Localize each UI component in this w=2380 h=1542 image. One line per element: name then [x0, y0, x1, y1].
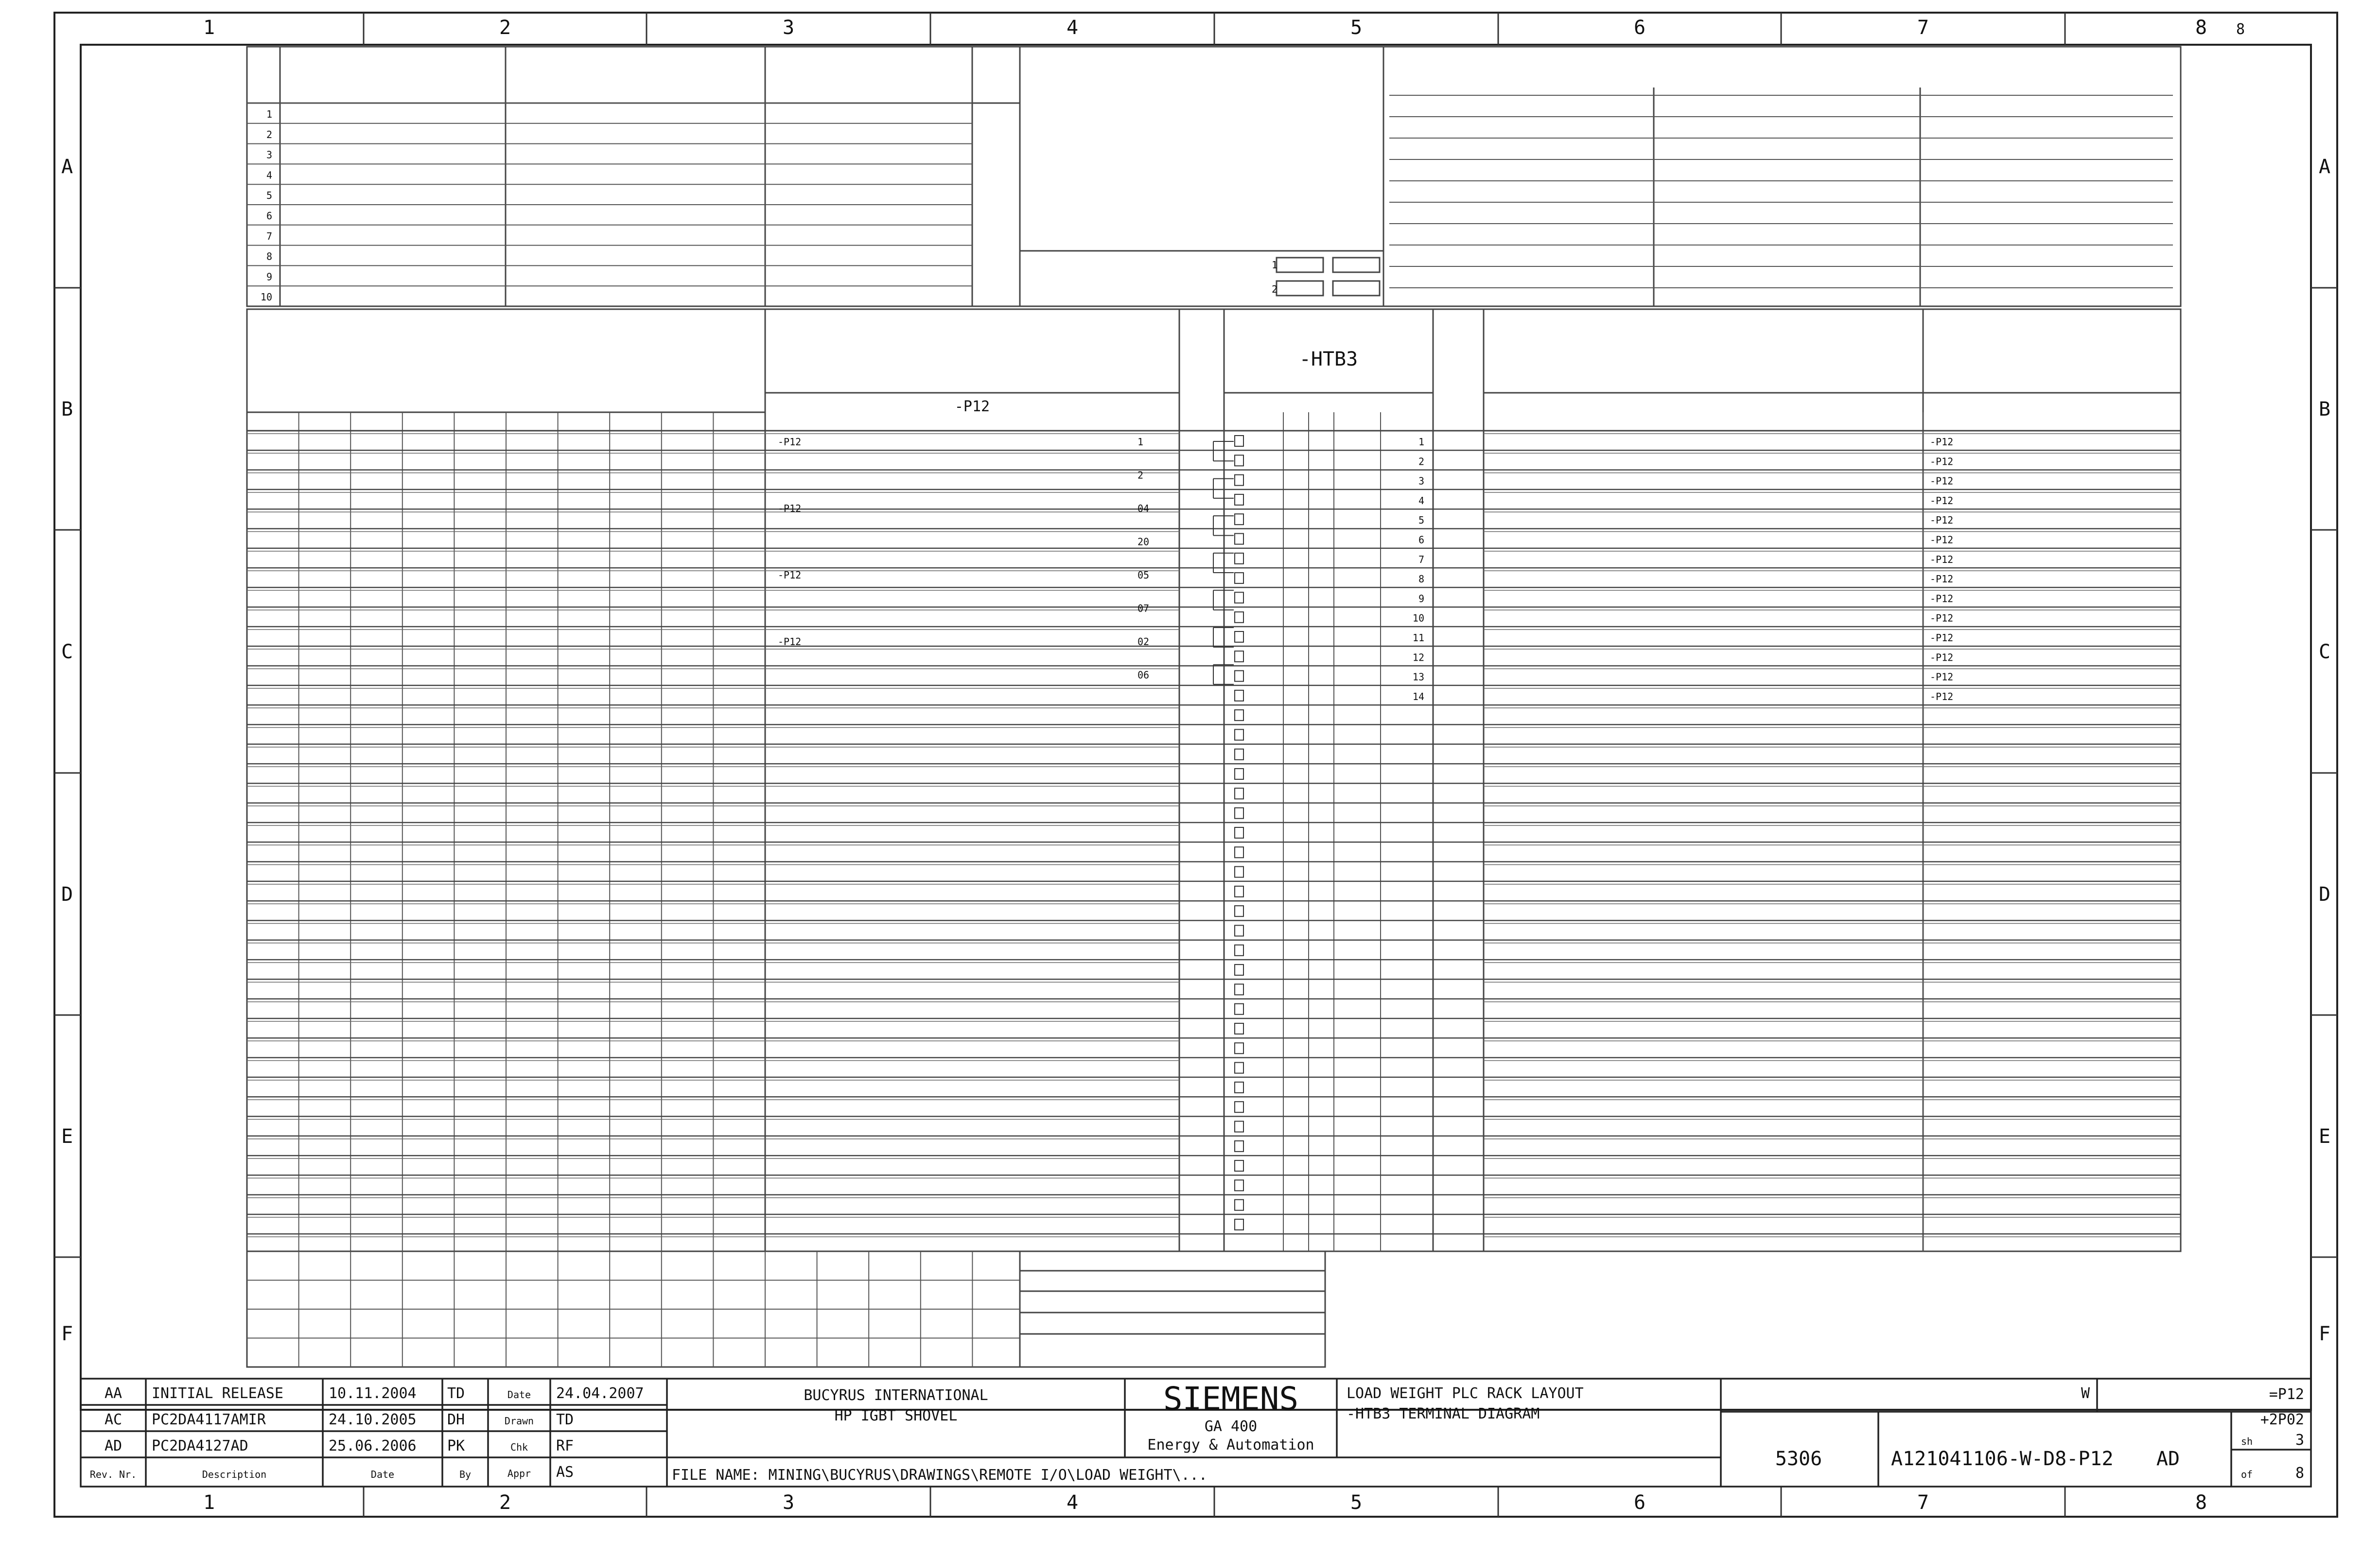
terminal-number: 7 — [1418, 553, 1424, 565]
right-target-device: -P12 — [1930, 553, 1954, 565]
external-device-left: -P12 — [954, 398, 990, 415]
left-connection-device: -P12 — [778, 569, 802, 581]
sheet-number: 3 — [2295, 1432, 2304, 1449]
cable-row-number: 6 — [266, 210, 272, 222]
zone-top-2: 2 — [499, 17, 511, 39]
zone-top-7: 7 — [1917, 17, 1929, 39]
zone-left-B: B — [61, 398, 73, 421]
terminal-number: 5 — [1418, 514, 1424, 526]
brand-sub-2: Energy & Automation — [1147, 1437, 1314, 1454]
revision-description: INITIAL RELEASE — [152, 1385, 283, 1402]
right-target-device: -P12 — [1930, 632, 1954, 644]
job-number: 5306 — [1775, 1448, 1822, 1470]
revision-header-description: Description — [202, 1469, 267, 1480]
sheet-ref: 8 — [2236, 21, 2245, 38]
zone-right-B: B — [2318, 398, 2331, 421]
left-connection-terminal: 20 — [1138, 536, 1150, 548]
revision-date: 24.10.2005 — [329, 1411, 417, 1428]
cable-table — [247, 47, 1020, 306]
cable-row-number: 9 — [266, 271, 272, 283]
approval-label: Drawn — [504, 1415, 534, 1427]
revision-code: AC — [104, 1411, 122, 1428]
terminal-number: 11 — [1412, 632, 1424, 644]
terminal-number: 9 — [1418, 593, 1424, 605]
terminal-number: 6 — [1418, 534, 1424, 546]
revision-header-rev: Rev. Nr. — [89, 1469, 137, 1480]
drawing-title-2: -HTB3 TERMINAL DIAGRAM — [1347, 1405, 1540, 1422]
zone-top-1: 1 — [203, 17, 215, 39]
cable-row-number: 4 — [266, 169, 272, 181]
right-target-device: -P12 — [1930, 573, 1954, 585]
zone-bottom-1: 1 — [203, 1491, 215, 1514]
cable-row-number: 7 — [266, 230, 272, 242]
potential-box-2-label: 2 — [1272, 283, 1278, 295]
terminal-number: 2 — [1418, 456, 1424, 468]
right-target-device: -P12 — [1930, 612, 1954, 624]
file-name: FILE NAME: MINING\BUCYRUS\DRAWINGS\REMOTE I/O\LOAD WEIGHT\... — [672, 1467, 1208, 1484]
plant-code: =P12 — [2269, 1386, 2304, 1403]
revision-date: 25.06.2006 — [329, 1437, 417, 1454]
left-connection-terminal: 07 — [1138, 602, 1150, 614]
zone-left-C: C — [61, 641, 73, 663]
customer-line-2: HP IGBT SHOVEL — [834, 1407, 958, 1424]
zone-right-F: F — [2318, 1323, 2331, 1345]
revision-description: PC2DA4127AD — [152, 1437, 248, 1454]
revision-by: TD — [447, 1385, 465, 1402]
designation-table — [1383, 47, 2181, 306]
of-label: of — [2241, 1469, 2253, 1480]
zone-top-8: 8 — [2195, 17, 2207, 39]
cable-row-number: 3 — [266, 149, 272, 161]
zone-left-A: A — [61, 156, 73, 178]
revision-code: AD — [104, 1437, 122, 1454]
revision-code: AA — [104, 1385, 122, 1402]
location-top: W — [2081, 1385, 2090, 1402]
terminal-number: 8 — [1418, 573, 1424, 585]
cable-row-number: 10 — [260, 291, 272, 303]
right-target-device: -P12 — [1930, 671, 1954, 683]
left-connection-terminal: 06 — [1138, 669, 1150, 681]
zone-bottom-2: 2 — [499, 1491, 511, 1514]
zone-left-F: F — [61, 1323, 73, 1345]
zone-bottom-4: 4 — [1066, 1491, 1079, 1514]
right-target-device: -P12 — [1930, 436, 1954, 448]
right-target-device: -P12 — [1930, 593, 1954, 605]
terminal-strip-name: -HTB3 — [1299, 348, 1358, 370]
approval-value: 24.04.2007 — [556, 1385, 644, 1402]
approval-value: TD — [556, 1411, 574, 1428]
terminal-number: 14 — [1412, 690, 1424, 702]
location-code: +2P02 — [2260, 1411, 2304, 1428]
revision-by: DH — [447, 1411, 465, 1428]
drawing-title-1: LOAD WEIGHT PLC RACK LAYOUT — [1347, 1385, 1584, 1402]
approval-label: Chk — [510, 1441, 528, 1453]
left-connection-terminal: 2 — [1138, 469, 1144, 481]
zone-bottom-8: 8 — [2195, 1491, 2207, 1514]
terminal-number: 1 — [1418, 436, 1424, 448]
left-connection-device: -P12 — [778, 436, 802, 448]
zone-left-E: E — [61, 1125, 73, 1148]
zone-top-5: 5 — [1350, 17, 1363, 39]
cable-row-number: 2 — [266, 128, 272, 140]
drawing-number: A121041106-W-D8-P12 — [1891, 1448, 2114, 1470]
right-target-device: -P12 — [1930, 651, 1954, 664]
sheet-label: sh — [2241, 1436, 2253, 1447]
approval-label: Appr — [507, 1468, 531, 1479]
cable-row-number: 1 — [266, 108, 272, 120]
right-target-device: -P12 — [1930, 534, 1954, 546]
zone-bottom-5: 5 — [1350, 1491, 1363, 1514]
approval-value: RF — [556, 1437, 574, 1454]
right-target-device: -P12 — [1930, 690, 1954, 702]
cable-row-number: 8 — [266, 250, 272, 263]
of-number: 8 — [2295, 1465, 2304, 1482]
right-target-device: -P12 — [1930, 475, 1954, 487]
customer-line-1: BUCYRUS INTERNATIONAL — [804, 1387, 988, 1404]
zone-right-A: A — [2318, 156, 2331, 178]
zone-top-4: 4 — [1066, 17, 1079, 39]
zone-bottom-3: 3 — [782, 1491, 795, 1514]
approval-value: AS — [556, 1464, 574, 1481]
terminal-number: 13 — [1412, 671, 1424, 683]
right-target-device: -P12 — [1930, 456, 1954, 468]
drawing-rev: AD — [2156, 1448, 2180, 1470]
revision-by: PK — [447, 1437, 465, 1454]
potential-box-1-label: 1 — [1272, 259, 1278, 271]
zone-bottom-6: 6 — [1633, 1491, 1646, 1514]
zone-right-C: C — [2318, 641, 2331, 663]
approval-label: Date — [507, 1389, 531, 1401]
revision-header-date: Date — [370, 1469, 395, 1480]
terminal-number: 4 — [1418, 494, 1424, 507]
revision-description: PC2DA4117AMIR — [152, 1411, 266, 1428]
terminal-number: 12 — [1412, 651, 1424, 664]
zone-bottom-7: 7 — [1917, 1491, 1929, 1514]
potential-panel — [1020, 47, 1383, 306]
terminal-number: 3 — [1418, 475, 1424, 487]
right-target-device: -P12 — [1930, 494, 1954, 507]
left-connection-terminal: 05 — [1138, 569, 1150, 581]
zone-right-D: D — [2318, 883, 2331, 906]
left-connection-device: -P12 — [778, 636, 802, 648]
zone-left-D: D — [61, 883, 73, 906]
brand-sub-1: GA 400 — [1204, 1418, 1258, 1435]
cable-row-number: 5 — [266, 190, 272, 202]
left-connection-device: -P12 — [778, 503, 802, 515]
left-connection-terminal: 1 — [1138, 436, 1144, 448]
siemens-logo: SIEMENS — [1163, 1380, 1299, 1418]
zone-top-3: 3 — [782, 17, 795, 39]
left-connection-terminal: 02 — [1138, 636, 1150, 648]
right-target-device: -P12 — [1930, 514, 1954, 526]
revision-header-by: By — [459, 1469, 472, 1480]
zone-top-6: 6 — [1633, 17, 1646, 39]
terminal-number: 10 — [1412, 612, 1424, 624]
left-connection-terminal: 04 — [1138, 503, 1150, 515]
zone-right-E: E — [2318, 1125, 2331, 1148]
revision-date: 10.11.2004 — [329, 1385, 417, 1402]
